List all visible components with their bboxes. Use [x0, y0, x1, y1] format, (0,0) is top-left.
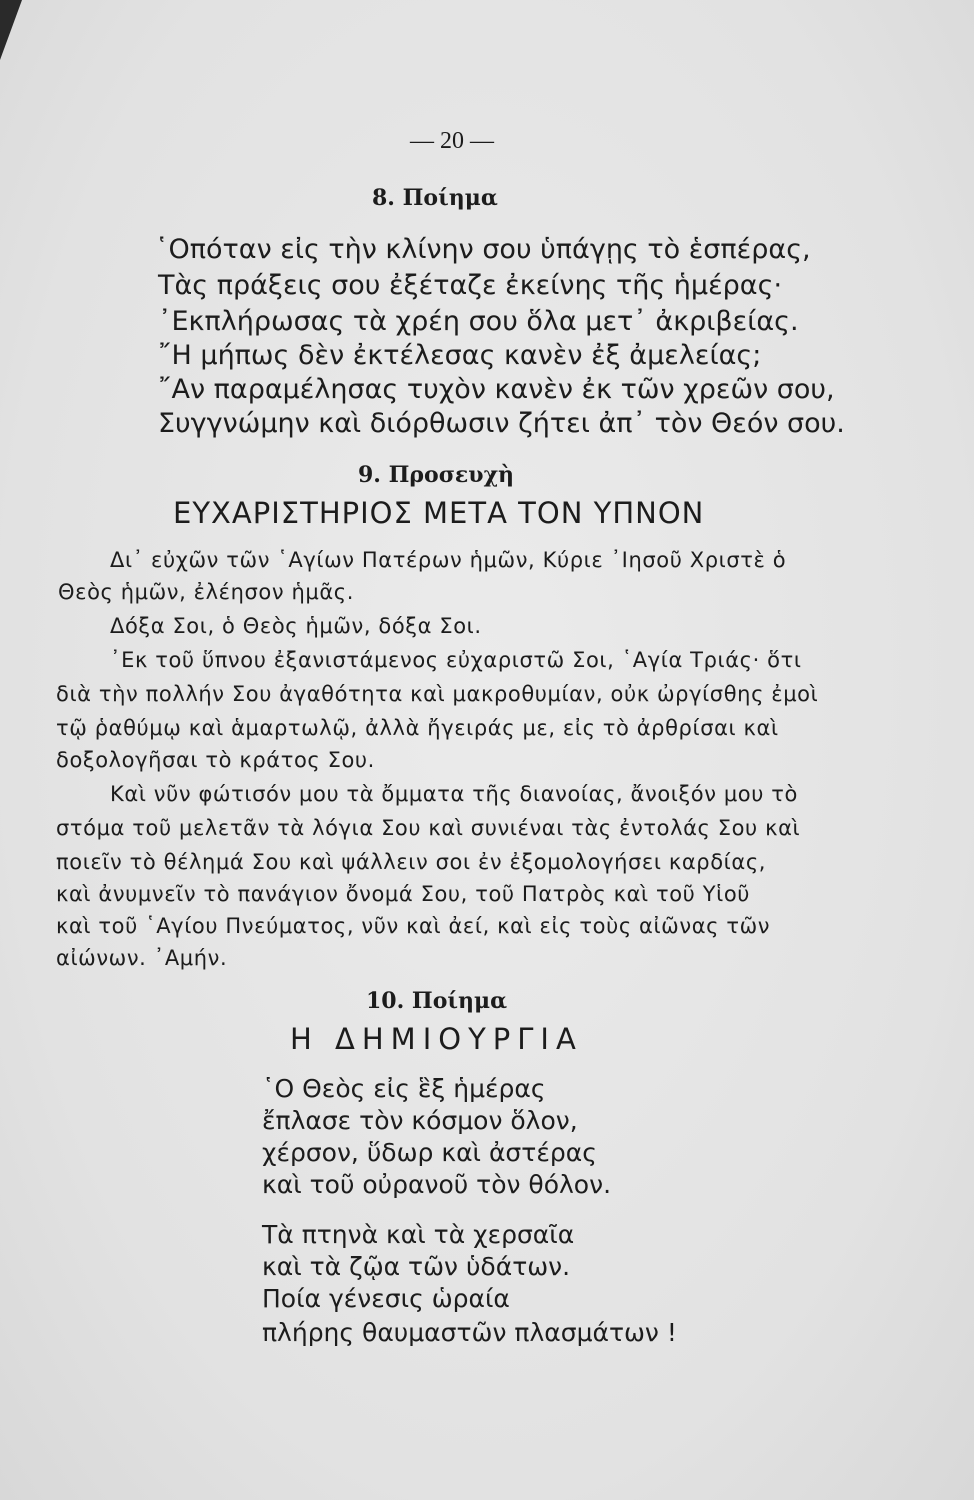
prayer-line-2: Θεὸς ἡμῶν, ἐλέησον ἡμᾶς. [58, 580, 354, 604]
prayer-line-6: τῷ ῥαθύμῳ καὶ ἁμαρτωλῷ, ἀλλὰ ἤγειράς με, εἰς τὸ ἀρθρίσαι καὶ [56, 716, 779, 740]
poem-2-stanza-2-line-3: Ποία γένεσις ὡραία [262, 1284, 510, 1313]
prayer-line-4: ᾿Εκ τοῦ ὕπνου ἐξανιστάμενος εὐχαριστῶ Σοι, ῾Αγία Τριάς· ὅτι [110, 648, 802, 672]
section-8-heading: 8. Ποίημα [372, 185, 498, 211]
page-number: — 20 — [410, 128, 494, 154]
section-9-heading: 9. Προσευχὴ [358, 462, 515, 488]
prayer-line-13: αἰώνων. ᾿Αμήν. [56, 946, 228, 970]
page-corner-shadow [0, 0, 22, 60]
prayer-line-5: διὰ τὴν πολλήν Σου ἀγαθότητα καὶ μακροθυμίαν, οὐκ ὠργίσθης ἐμοὶ [56, 682, 819, 706]
poem-1-line-1: ῾Οπόταν εἰς τὴν κλίνην σου ὑπάγῃς τὸ ἑσπέρας, [155, 234, 811, 265]
prayer-line-1: Δι᾿ εὐχῶν τῶν ῾Αγίων Πατέρων ἡμῶν, Κύριε ᾿Ιησοῦ Χριστὲ ὁ [110, 548, 787, 572]
poem-1-line-6: Συγγνώμην καὶ διόρθωσιν ζήτει ἀπ᾿ τὸν Θεόν σου. [158, 408, 845, 439]
prayer-line-9: στόμα τοῦ μελετᾶν τὰ λόγια Σου καὶ συνιέναι τὰς ἐντολάς Σου καὶ [56, 816, 801, 840]
poem-2-stanza-1-line-2: ἔπλασε τὸν κόσμον ὅλον, [262, 1106, 578, 1135]
prayer-line-10: ποιεῖν τὸ θέλημά Σου καὶ ψάλλειν σοι ἐν ἐξομολογήσει καρδίας, [56, 850, 767, 874]
prayer-line-3: Δόξα Σοι, ὁ Θεὸς ἡμῶν, δόξα Σοι. [110, 614, 482, 638]
poem-1-line-2: Τὰς πράξεις σου ἐξέταζε ἐκείνης τῆς ἡμέρας· [158, 270, 783, 301]
prayer-line-12: καὶ τοῦ ῾Αγίου Πνεύματος, νῦν καὶ ἀεί, καὶ εἰς τοὺς αἰῶνας τῶν [56, 914, 771, 938]
prayer-title: ΕΥΧΑΡΙΣΤΗΡΙΟΣ ΜΕΤΑ ΤΟΝ ΥΠΝΟΝ [173, 496, 705, 530]
poem-2-stanza-1-line-3: χέρσον, ὕδωρ καὶ ἀστέρας [262, 1138, 597, 1167]
poem-2-stanza-2-line-4: πλήρης θαυμαστῶν πλασμάτων ! [262, 1318, 677, 1347]
prayer-line-8: Καὶ νῦν φώτισόν μου τὰ ὄμματα τῆς διανοίας, ἄνοιξόν μου τὸ [110, 782, 798, 806]
section-10-heading: 10. Ποίημα [366, 988, 508, 1014]
poem-2-stanza-1-line-4: καὶ τοῦ οὐρανοῦ τὸν θόλον. [262, 1170, 612, 1199]
prayer-line-11: καὶ ἀνυμνεῖν τὸ πανάγιον ὄνομά Σου, τοῦ Πατρὸς καὶ τοῦ Υἱοῦ [56, 882, 751, 906]
poem-2-stanza-1-line-1: ῾Ο Θεὸς εἰς ἓξ ἡμέρας [262, 1074, 546, 1103]
poem-1-line-3: ᾿Εκπλήρωσας τὰ χρέη σου ὅλα μετ᾿ ἀκριβείας. [158, 306, 799, 337]
poem-1-line-5: ῎Αν παραμέλησας τυχὸν κανὲν ἐκ τῶν χρεῶν σου, [158, 374, 835, 405]
poem-2-stanza-2-line-2: καὶ τὰ ζῷα τῶν ὑδάτων. [262, 1252, 571, 1281]
poem-1-line-4: ῎Η μήπως δὲν ἐκτέλεσας κανὲν ἐξ ἀμελείας; [158, 340, 762, 371]
poem-2-title: Η ΔΗΜΙΟΥΡΓΙΑ [290, 1022, 583, 1056]
poem-2-stanza-2-line-1: Τὰ πτηνὰ καὶ τὰ χερσαῖα [262, 1220, 575, 1249]
prayer-line-7: δοξολογῆσαι τὸ κράτος Σου. [56, 748, 375, 772]
